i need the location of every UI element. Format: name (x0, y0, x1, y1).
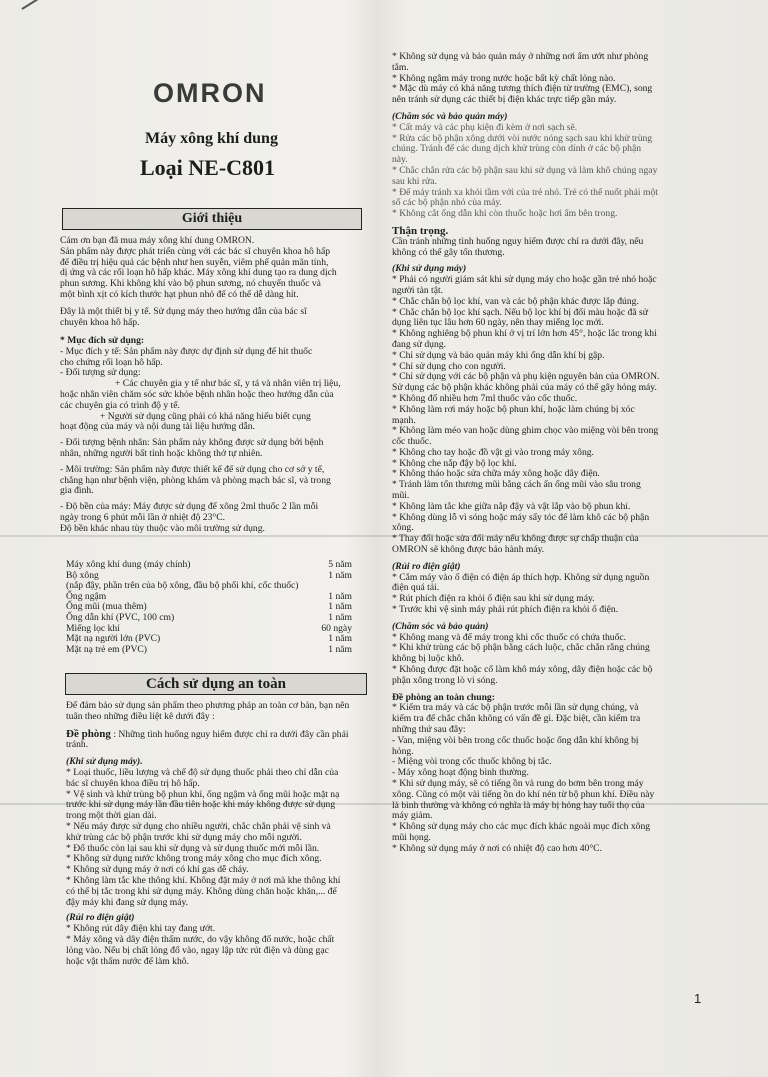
section-intro-heading: Giới thiệu (62, 208, 362, 230)
page-number: 1 (694, 991, 702, 1006)
right-electric-heading: (Rủi ro điện giật) (392, 560, 461, 572)
caution-text: : Những tình huống nguy hiểm được chỉ ra dưới đây cần phải tránh. (66, 728, 349, 751)
durability-value: 1 năm (328, 611, 352, 623)
purpose-line: - Đối tượng bệnh nhân: Sản phẩm này không được sử dụng bởi bệnh (60, 437, 324, 449)
purpose-line: - Môi trường: Sản phẩm này được thiết kế để sử dụng cho cơ sở y tế, (60, 463, 325, 475)
right-care-heading: (Chăm sóc và bảo quản) (392, 620, 489, 632)
text-line: Sử dụng các bộ phận khác không phải của máy có thể gây hỏng máy. (392, 382, 657, 394)
text-line: * Mặc dù máy có khả năng tương thích điện từ trường (EMC), song (392, 83, 653, 95)
purpose-line: ngày trong 6 phút mỗi lần ở nhiệt độ 23°C. (60, 511, 226, 523)
text-line: đang sử dụng. (392, 338, 446, 350)
pen-mark (21, 0, 48, 10)
text-line: * Không đổ nhiều hơn 7ml thuốc vào cốc thuốc. (392, 392, 578, 404)
purpose-heading: * Mục đích sử dụng: (60, 335, 145, 346)
use-heading: (Khi sử dụng máy). (66, 756, 143, 768)
text-line: khử trùng các bộ phận trước khi sử dụng máy cho mỗi người. (66, 831, 302, 843)
text-line: * Để máy tránh xa khỏi tầm với của trẻ nhỏ. Trẻ có thể nuốt phải một (392, 186, 658, 198)
text-line: * Chắc chắn bộ lọc khí, van và các bộ phận khác được lắp đúng. (392, 295, 639, 307)
purpose-line: các chuyên gia có trình độ y tế. (60, 399, 180, 411)
durability-row (66, 613, 366, 624)
purpose-line: - Độ bền của máy: Máy được sử dụng để xông 2ml thuốc 2 lần mỗi (60, 501, 319, 513)
attention-heading: Thận trọng. (392, 224, 449, 237)
text-line: người tàn tật. (392, 284, 444, 296)
text-line: những thứ sau đây: (392, 724, 466, 736)
durability-value: 1 năm (328, 643, 352, 655)
text-line: có thể bị tắc trong khi sử dụng máy. Không dùng chăn hoặc khăn,... để (66, 885, 337, 897)
text-line: một bình xịt có kích thước hạt phun nhỏ để có thể dễ dàng hít. (60, 288, 299, 300)
text-line: điện quá tải. (392, 582, 440, 594)
text-line: * Không sử dụng máy ở nơi có nhiệt độ cao hơn 40°C. (392, 842, 602, 854)
section-safety-heading: Cách sử dụng an toàn (65, 673, 367, 695)
durability-item: Máy xông khí dung (máy chính) (66, 559, 191, 570)
text-line: dụng liên tục lâu hơn 60 ngày, nên thay miếng lọc mới. (392, 317, 604, 329)
text-line: OMRON sẽ không được bảo hành máy. (392, 544, 545, 556)
right-column (392, 52, 702, 855)
text-line: * Không mang và để máy trong khi cốc thuốc có chứa thuốc. (392, 631, 627, 643)
text-line: * Máy xông và dây điện thấm nước, do vậy không đổ nước, hoặc chất (66, 933, 335, 945)
text-line: * Không dùng lỗ vì sóng hoặc máy sấy tóc để làm khô các bộ phận (392, 511, 650, 523)
text-line: * Không ngâm máy trong nước hoặc bất kỳ chất lỏng nào. (392, 72, 616, 84)
durability-item: Ống mũi (mua thêm) (66, 601, 147, 613)
text-line: Cần tránh những tình huống nguy hiểm được chỉ ra dưới đây, nếu (392, 235, 644, 247)
purpose-line: Độ bền khác nhau tùy thuộc vào môi trường sử dụng. (60, 522, 265, 534)
document-title: Máy xông khí dung (145, 130, 278, 147)
text-line: * Không rút dây điện khi tay đang ướt. (66, 923, 216, 935)
caution-paragraph (66, 729, 366, 752)
text-line: * Khi sử dụng máy, sẽ có tiếng ồn và rung do bơm bên trong máy (392, 778, 644, 789)
durability-row (66, 581, 366, 592)
text-line: bác sĩ chuyên khoa điều trị hô hấp. (66, 777, 200, 789)
text-line: mũi họng. (392, 831, 431, 843)
text-line: máy giảm. (392, 810, 433, 822)
durability-value: 1 năm (328, 590, 352, 602)
text-line: * Khi khử trùng các bộ phận bằng cách luộc, chắc chắn rằng chúng (392, 642, 650, 654)
text-line: * Không sử dụng máy ở nơi có khí gas dễ cháy. (66, 864, 249, 876)
text-line: * Rút phích điện ra khỏi ổ điện sau khi sử dụng máy. (392, 593, 595, 605)
durability-item: Miếng lọc khí (66, 622, 120, 634)
purpose-line: + Các chuyên gia y tế như bác sĩ, y tá và nhân viên trị liệu, (115, 378, 341, 390)
text-line: * Trước khi vệ sinh máy phải rút phích điện ra khỏi ổ điện. (392, 604, 619, 616)
durability-value: 1 năm (328, 601, 352, 613)
text-line: * Đổ thuốc còn lại sau khi sử dụng và sử dụng thuốc mới mỗi lần. (66, 842, 320, 854)
text-line: chuyên khoa hô hấp. (60, 316, 140, 328)
purpose-line: hoạt động của máy và nội dung tài liệu hướng dẫn. (60, 421, 255, 433)
purpose-line: hoặc nhân viên chăm sóc sức khỏe bệnh nhân hoặc theo hướng dẫn của (60, 388, 334, 400)
purpose-line: chẳng hạn như bệnh viện, phòng khám và phòng mạch bác sĩ, và trong (60, 474, 331, 486)
durability-value: 1 năm (328, 569, 352, 581)
text-line: chúng. Tránh để các dung dịch khử trùng còn dính ở các bộ phận (392, 143, 641, 155)
care-heading: (Chăm sóc và bảo quản máy) (392, 110, 508, 122)
text-line: trong một thời gian dài. (66, 810, 157, 822)
purpose-line: nhân, những người bất tỉnh hoặc không thở tự nhiên. (60, 447, 263, 459)
text-line: * Tránh làm tổn thương mũi bằng cách ấn ống mũi vào sâu trong (392, 479, 641, 491)
text-line: * Không cho tay hoặc đồ vật gì vào trong máy xông. (392, 446, 594, 458)
text-line: kiểm tra để chắc chắn không có vấn đề gì. Đặc biệt, cần kiểm tra (392, 713, 641, 725)
durability-value: 5 năm (328, 559, 352, 570)
text-line: không có thể gây tổn thương. (392, 246, 505, 258)
text-line: mũi. (392, 490, 410, 502)
text-line: này. (392, 154, 408, 166)
durability-item: Mặt nạ trẻ em (PVC) (66, 643, 147, 655)
text-line: phận xông trong lò vi sóng. (392, 674, 498, 686)
text-line: hoặc vật thấm nước để làm khô. (66, 955, 189, 967)
text-line: xông. Cũng có một vài tiếng ồn do khí nén từ bộ phun khí. Điều này (392, 788, 655, 800)
text-line: * Không tháo hoặc sửa chữa máy xông hoặc dây điện. (392, 468, 600, 480)
text-line: Cám ơn bạn đã mua máy xông khí dung OMRON. (60, 235, 255, 246)
safety-intro: Để đảm bảo sử dụng sản phẩm theo phương pháp an toàn cơ bản, bạn nên tuân theo những điều liệt kê dưới đây : (66, 700, 350, 722)
electric-heading: (Rủi ro điện giật) (66, 912, 135, 924)
text-line: * Chỉ sử dụng và bảo quản máy khi ống dẫn khí bị gập. (392, 349, 605, 361)
text-line: đậy máy khi đang sử dụng máy. (66, 896, 189, 908)
text-line: cốc thuốc. (392, 436, 432, 448)
durability-row (66, 560, 366, 571)
text-line: tắm. (392, 61, 409, 73)
text-line: * Không nghiêng bộ phun khí ở vị trí lớn hơn 45°, hoặc lắc trong khi (392, 328, 657, 340)
text-line: lỏng vào. Nếu bị chất lỏng đổ vào, ngay lập tức rút điện và dùng gạc (66, 944, 329, 956)
text-line: * Không cắt ống dẫn khi còn thuốc hoặc hơi ẩm bên trong. (392, 208, 618, 220)
durability-item: Ống dẫn khí (PVC, 100 cm) (66, 611, 175, 623)
durability-item: Bộ xông (66, 569, 99, 581)
safety-left-column (66, 701, 366, 967)
text-line: phun sương. Khi không khí vào bộ phun sương, nó chuyển thuốc và (60, 278, 321, 290)
text-line: * Rửa các bộ phận xông dưới vòi nước nóng sạch sau khi khử trùng (392, 132, 653, 144)
purpose-line: + Người sử dụng cũng phải có khả năng hiểu biết cụng (100, 410, 311, 422)
text-line: * Thay đổi hoặc sửa đổi máy nếu không được sự chấp thuận của (392, 533, 639, 545)
text-line: * Chỉ sử dụng với các bộ phận và phụ kiện nguyên bản của OMRON. (392, 371, 660, 383)
text-line: * Không được đặt hoặc cố làm khô máy xông, dây điện hoặc các bộ (392, 664, 653, 676)
durability-item: (nắp đậy, phần trên của bộ xông, đầu bộ phối khí, cốc thuốc) (66, 580, 299, 592)
purpose-section (60, 336, 365, 535)
text-line: để điều trị hiệu quả các bệnh như hen suyễn, viêm phế quản mãn tính, (60, 256, 329, 268)
text-line: * Chắc chắn rửa các bộ phận sau khi sử dụng và làm khô chúng ngay (392, 164, 658, 176)
general-heading: Đề phòng an toàn chung: (392, 691, 495, 703)
durability-value: 1 năm (328, 633, 352, 645)
text-line: - Miệng vòi trong cốc thuốc không bị tắc. (392, 756, 552, 768)
durability-item: Mặt nạ người lớn (PVC) (66, 633, 161, 645)
text-line: hỏng. (392, 745, 414, 757)
text-line: * Không sử dụng nước không trong máy xông cho mục đích xông. (66, 853, 322, 865)
text-line: * Không che nắp đậy bộ lọc khí. (392, 457, 517, 469)
purpose-line: - Đối tượng sử dụng: (60, 367, 141, 379)
caution-label: Đề phòng (66, 727, 111, 740)
durability-table (66, 560, 366, 655)
text-line: * Chỉ sử dụng cho con người. (392, 360, 506, 372)
text-line: * Phải có người giám sát khi sử dụng máy cho hoặc gần trẻ nhỏ hoặc (392, 274, 657, 286)
brand-logo: OMRON (153, 78, 267, 108)
text-line: * Không làm tắc khe thông khí. Không đặt máy ở nơi mà khe thông khí (66, 874, 341, 886)
intro-text (60, 236, 365, 328)
text-line: không bị luộc khô. (392, 653, 464, 665)
text-line: * Không làm rơi máy hoặc bộ phun khí, hoặc làm chúng bị xóc (392, 403, 635, 415)
text-line: * Loại thuốc, liều lượng và chế độ sử dụng thuốc phải theo chỉ dẫn của (66, 766, 339, 778)
text-line: Đây là một thiết bị y tế. Sử dụng máy theo hướng dẫn của bác sĩ (60, 305, 307, 317)
text-line: * Cắm máy vào ổ điện có điện áp thích hợp. Không sử dụng nguồn (392, 571, 650, 583)
text-line: * Không làm méo van hoặc dùng ghim chọc vào miệng vòi bên trong (392, 425, 659, 437)
durability-value (352, 581, 366, 592)
text-line: * Cất máy và các phụ kiện đi kèm ở nơi sạch sẽ. (392, 121, 578, 133)
text-line: - Máy xông hoạt động bình thường. (392, 767, 529, 779)
text-line: * Không sử dụng máy cho các mục đích khác ngoài mục đích xông (392, 821, 651, 833)
text-line: - Van, miệng vòi bên trong cốc thuốc hoặc ống dẫn khí không bị (392, 734, 639, 746)
durability-item: Ống ngậm (66, 590, 107, 602)
model-name: Loại NE-C801 (140, 155, 276, 180)
text-line: nên tránh sử dụng các thiết bị điện khác trực tiếp gần máy. (392, 94, 617, 106)
durability-row (66, 645, 366, 656)
text-line: * Vệ sinh và khử trùng bộ phun khí, ống ngậm và ống mũi hoặc mặt nạ (66, 788, 340, 800)
text-line: * Không làm tắc khe giữa nắp đậy và vật lắp vào bộ phun khí. (392, 500, 631, 512)
text-line: Sản phẩm này được phát triển cùng với các bác sĩ chuyên khoa hô hấp (60, 245, 331, 257)
text-line: * Nếu máy được sử dụng cho nhiều người, chắc chắn phải vệ sinh và (66, 820, 331, 832)
text-line: dị ứng và các rối loạn hô hấp khác. Máy xông khí dung tạo ra dung dịch (60, 267, 337, 279)
text-line: * Chắc chắn bộ lọc khí sạch. Nếu bộ lọc khí bị đổi màu hoặc đã sử (392, 306, 648, 318)
text-line: mạnh. (392, 414, 416, 426)
text-line: sau khi rửa. (392, 175, 437, 187)
text-line: * Kiểm tra máy và các bộ phận trước mỗi lần sử dụng chúng, và (392, 702, 639, 714)
text-line: * Không sử dụng và bảo quản máy ở những nơi ẩm ướt như phòng (392, 51, 649, 62)
text-line: là bình thường và không có nghĩa là máy bị hỏng hay tuổi thọ của (392, 799, 645, 811)
purpose-line: gia đình. (60, 485, 94, 497)
purpose-line: cho chứng rối loạn hô hấp. (60, 356, 163, 368)
text-line: xông. (392, 522, 414, 534)
text-line: số các bộ phận nhỏ của máy. (392, 197, 502, 209)
purpose-line: - Mục đích y tế: Sản phẩm này được dự định sử dụng để hít thuốc (60, 345, 313, 357)
right-use-heading: (Khi sử dụng máy) (392, 263, 467, 275)
durability-value: 60 ngày (321, 622, 352, 634)
text-line: trước khi sử dụng máy lần đầu tiên hoặc khi máy không được sử dụng (66, 799, 336, 811)
